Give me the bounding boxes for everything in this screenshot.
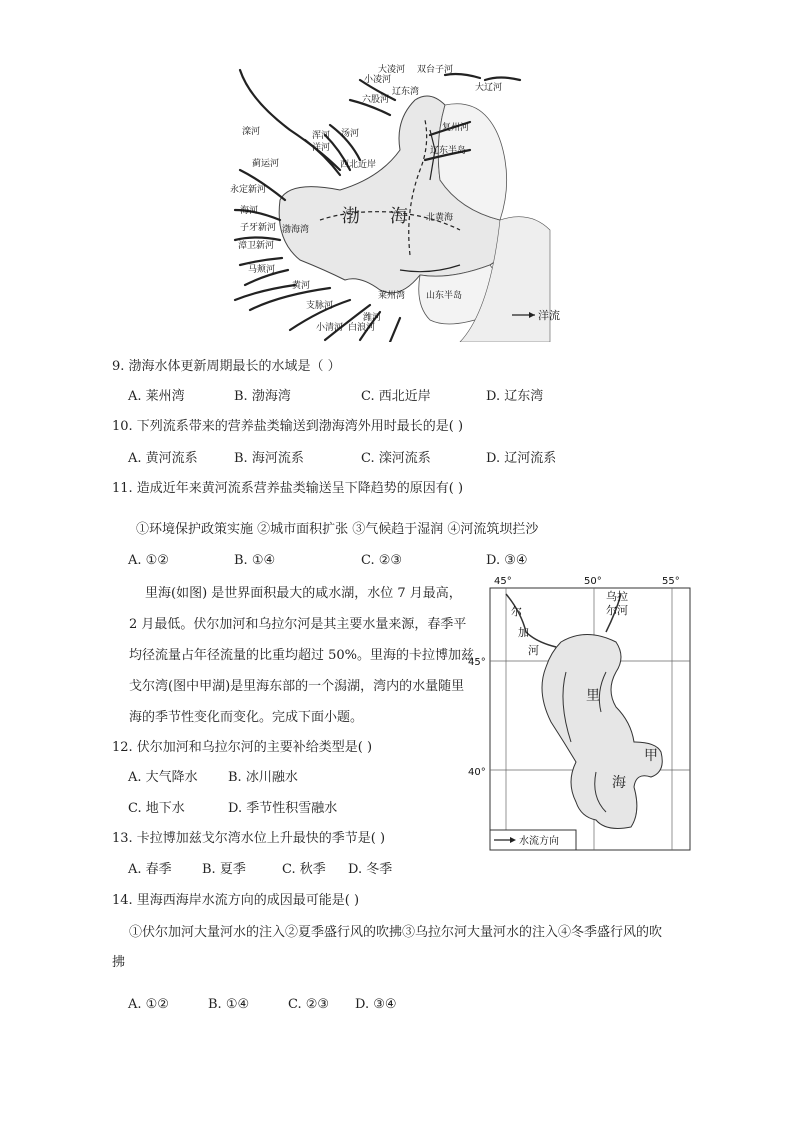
river-yongdingxinhe: 永定新河	[230, 185, 267, 195]
river-fuzhouhe: 复州河	[442, 123, 470, 133]
passage-line-5: 海的季节性变化而变化。完成下面小题。	[129, 710, 364, 725]
area-hai: 海	[390, 206, 408, 227]
area-bohaiwan: 渤海湾	[282, 225, 310, 235]
q11-option-a: A. ①②	[128, 553, 169, 568]
passage-line-3: 均径流量占年径流量的比重均超过 50%。里海的卡拉博加兹	[129, 648, 475, 663]
bohai-map	[230, 60, 560, 342]
q12-option-c: C. 地下水	[128, 801, 185, 816]
caspian-map	[466, 572, 696, 854]
q14-option-c: C. ②③	[288, 997, 330, 1012]
question-14: 14. 里海西海岸水流方向的成因最可能是( )	[112, 893, 360, 908]
q9-option-a: A. 莱州湾	[128, 389, 185, 404]
lon-50: 50°	[584, 576, 602, 587]
river-yinhe: 浑河	[312, 131, 331, 141]
river-dalinghe: 大凌河	[378, 65, 406, 75]
q10-option-a: A. 黄河流系	[128, 451, 198, 466]
lon-45: 45°	[494, 576, 512, 587]
lat-40: 40°	[468, 767, 486, 778]
q14-option-b: B. ①④	[208, 997, 250, 1012]
q13-option-b: B. 夏季	[202, 862, 246, 877]
river-ziyaxinhe: 子牙新河	[240, 223, 277, 233]
river-daliaohe: 大辽河	[475, 83, 503, 93]
volga-label-2: 加	[518, 626, 529, 639]
river-zhangweixinhe: 漳卫新河	[238, 241, 275, 251]
q12-option-b: B. 冰川融水	[228, 770, 298, 785]
area-beihuanghai: 北黄海	[426, 213, 454, 223]
q9-option-c: C. 西北近岸	[361, 389, 431, 404]
river-xiaolinghe: 小凌河	[364, 75, 392, 85]
q10-option-c: C. 滦河流系	[361, 451, 431, 466]
lon-55: 55°	[662, 576, 680, 587]
legend-flow-direction: 水流方向	[519, 836, 559, 847]
river-shuangtaizihe: 双台子河	[417, 65, 454, 75]
river-majiahe: 马颊河	[248, 265, 276, 275]
legend-yangliu: 洋流	[538, 309, 560, 322]
q12-option-a: A. 大气降水	[128, 770, 198, 785]
lat-45: 45°	[468, 657, 486, 668]
q10-option-d: D. 辽河流系	[486, 451, 557, 466]
question-11: 11. 造成近年来黄河流系营养盐类输送呈下降趋势的原因有( )	[112, 481, 464, 496]
volga-label-3: 河	[528, 644, 539, 657]
q14-statements-line-2: 拂	[112, 955, 126, 970]
ural-label-1: 乌拉	[606, 590, 628, 603]
question-9: 9. 渤海水体更新周期最长的水域是（ ）	[112, 359, 341, 374]
river-liuguhe: 六股河	[362, 95, 390, 105]
q14-option-d: D. ③④	[355, 997, 397, 1012]
q9-option-b: B. 渤海湾	[234, 389, 291, 404]
river-huanghe: 黄河	[292, 281, 311, 291]
area-bo: 渤	[342, 206, 360, 227]
lake-jia: 甲	[644, 748, 658, 764]
passage-line-4: 戈尔湾(图中甲湖)是里海东部的一个潟湖，湾内的水量随里	[129, 679, 465, 694]
q11-option-b: B. ①④	[234, 553, 276, 568]
sea-label-hai: 海	[612, 775, 626, 791]
q13-option-d: D. 冬季	[348, 862, 393, 877]
area-shandong-bandao: 山东半岛	[426, 291, 463, 301]
river-bailanghe: 白浪河	[348, 323, 376, 333]
river-zhimaihe: 支脉河	[306, 301, 334, 311]
q12-option-d: D. 季节性积雪融水	[228, 801, 338, 816]
area-liaodong-bandao: 辽东半岛	[430, 146, 467, 156]
passage-line-1: 里海(如图) 是世界面积最大的咸水湖，水位 7 月最高，	[145, 586, 462, 601]
sea-label-li: 里	[586, 688, 600, 704]
q11-option-d: D. ③④	[486, 553, 528, 568]
ural-label-2: 尔河	[606, 604, 628, 617]
q13-option-a: A. 春季	[128, 862, 172, 877]
question-10: 10. 下列流系带来的营养盐类输送到渤海湾外用时最长的是( )	[112, 419, 464, 434]
river-xiaoqinghe: 小清河	[316, 323, 344, 333]
q10-option-b: B. 海河流系	[234, 451, 304, 466]
river-weihe: 潍河	[363, 313, 382, 323]
q11-option-c: C. ②③	[361, 553, 403, 568]
area-laizhouwan: 莱州湾	[378, 291, 406, 301]
question-13: 13. 卡拉博加兹戈尔湾水位上升最快的季节是( )	[112, 831, 386, 846]
area-xibei-jinan: 西北近岸	[340, 160, 377, 170]
q14-statements-line-1: ①伏尔加河大量河水的注入②夏季盛行风的吹拂③乌拉尔河大量河水的注入④冬季盛行风的吹	[129, 925, 663, 940]
river-yanghe: 洋河	[312, 143, 331, 153]
q11-statements: ①环境保护政策实施 ②城市面积扩张 ③气候趋于湿润 ④河流筑坝拦沙	[136, 522, 539, 537]
river-haihe: 海河	[240, 206, 259, 216]
river-luanhe: 滦河	[242, 127, 261, 137]
passage-line-2: 2 月最低。伏尔加河和乌拉尔河是其主要水量来源，春季平	[129, 617, 467, 632]
q13-option-c: C. 秋季	[282, 862, 326, 877]
river-tanghe: 汤河	[341, 129, 360, 139]
q9-option-d: D. 辽东湾	[486, 389, 544, 404]
area-liaodongwan: 辽东湾	[392, 87, 420, 97]
river-jiyunhe: 蓟运河	[252, 159, 280, 169]
q14-option-a: A. ①②	[128, 997, 169, 1012]
question-12: 12. 伏尔加河和乌拉尔河的主要补给类型是( )	[112, 740, 373, 755]
volga-label-1: 尔	[511, 605, 522, 618]
